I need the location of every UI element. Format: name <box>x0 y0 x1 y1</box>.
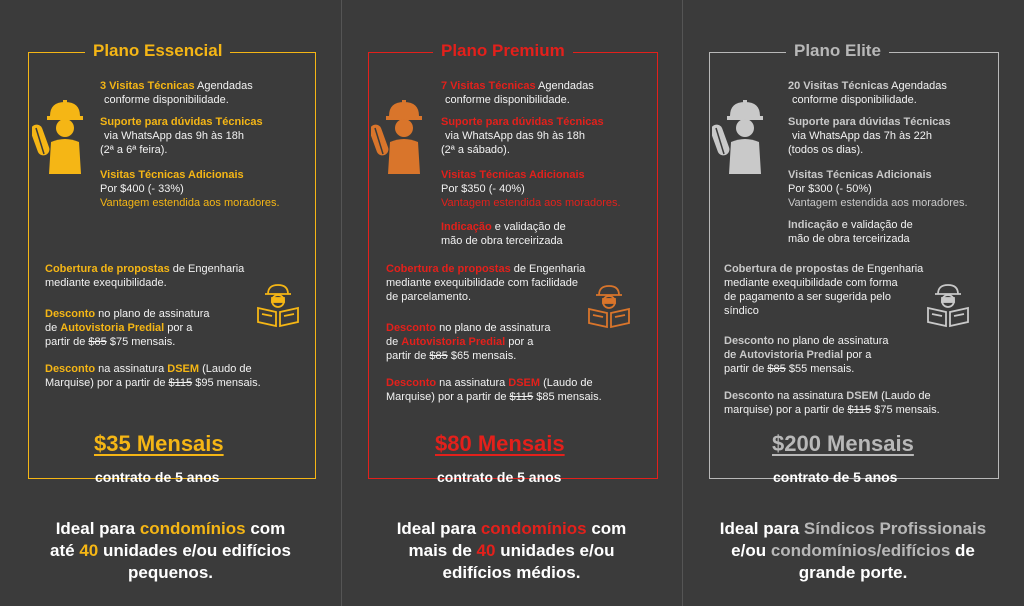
dsem-line2: Marquise) por a partir de $115 $85 mensais. <box>386 391 602 403</box>
visits-line2: conforme disponibilidade. <box>445 94 570 106</box>
support-title: Suporte para dúvidas Técnicas <box>100 116 263 128</box>
visits-line: 3 Visitas Técnicas Agendadas <box>100 80 253 92</box>
discount-line3: partir de $85 $55 mensais. <box>724 363 855 375</box>
support-line1: via WhatsApp das 9h às 18h <box>104 130 245 142</box>
visits-line2: conforme disponibilidade. <box>104 94 229 106</box>
visits-line: 20 Visitas Técnicas Agendadas <box>788 80 947 92</box>
discount-line: Desconto no plano de assinatura <box>724 335 889 347</box>
discount-line: Desconto no plano de assinatura <box>45 308 210 320</box>
plan-title: Plano Essencial <box>85 41 230 61</box>
coverage-line: Cobertura de propostas de Engenharia <box>724 263 924 275</box>
additional-note: Vantagem estendida aos moradores. <box>100 197 280 209</box>
plan-title: Plano Premium <box>433 41 573 61</box>
plan-price: $200 Mensais <box>772 431 914 456</box>
support-line1: via WhatsApp das 7h às 22h <box>792 130 933 142</box>
dsem-line: Desconto na assinatura DSEM (Laudo de <box>386 377 593 389</box>
support-title: Suporte para dúvidas Técnicas <box>441 116 604 128</box>
support-line2: (2ª a 6ª feira). <box>100 144 168 156</box>
support-title: Suporte para dúvidas Técnicas <box>788 116 951 128</box>
plan-elite <box>682 0 1024 606</box>
coverage-line4: síndico <box>724 305 759 317</box>
additional-price: Por $350 (- 40%) <box>441 183 525 195</box>
contract-term: contrato de 5 anos <box>95 469 220 485</box>
dsem-line: Desconto na assinatura DSEM (Laudo de <box>724 390 931 402</box>
coverage-line2: mediante exequibilidade. <box>45 277 167 289</box>
ideal-for: Ideal para condomínios com mais de 40 unidades e/ou edifícios médios. <box>396 519 627 582</box>
additional-price: Por $300 (- 50%) <box>788 183 872 195</box>
dsem-line2: marquise) por a partir de $115 $75 mensais. <box>724 404 940 416</box>
contract-term: contrato de 5 anos <box>437 469 562 485</box>
additional-title: Visitas Técnicas Adicionais <box>788 169 932 181</box>
coverage-line2: mediante exequibilidade com forma <box>724 277 898 289</box>
support-line2: (2ª a sábado). <box>441 144 510 156</box>
additional-title: Visitas Técnicas Adicionais <box>441 169 585 181</box>
dsem-line2: Marquise) por a partir de $115 $95 mensais. <box>45 377 261 389</box>
plan-essencial <box>0 0 341 606</box>
support-line1: via WhatsApp das 9h às 18h <box>445 130 586 142</box>
discount-line3: partir de $85 $75 mensais. <box>45 336 176 348</box>
discount-line3: partir de $85 $65 mensais. <box>386 350 517 362</box>
visits-line2: conforme disponibilidade. <box>792 94 917 106</box>
plan-premium <box>341 0 682 606</box>
additional-note: Vantagem estendida aos moradores. <box>441 197 621 209</box>
engineer-with-blueprint-icon <box>712 98 772 178</box>
coverage-line2: mediante exequibilidade com facilidade <box>386 277 579 289</box>
additional-price: Por $400 (- 33%) <box>100 183 184 195</box>
additional-note: Vantagem estendida aos moradores. <box>788 197 968 209</box>
plan-price: $80 Mensais <box>435 431 565 456</box>
indication-line: Indicação e validação de <box>441 221 566 233</box>
discount-line2: de Autovistoria Predial por a <box>45 322 193 334</box>
visits-line: 7 Visitas Técnicas Agendadas <box>441 80 594 92</box>
indication-line: Indicação e validação de <box>788 219 913 231</box>
dsem-line: Desconto na assinatura DSEM (Laudo de <box>45 363 252 375</box>
coverage-line3: de pagamento a ser sugerida pelo <box>724 291 891 303</box>
engineer-with-blueprint-icon <box>371 98 431 178</box>
plan-title: Plano Elite <box>786 41 889 61</box>
indication-line2: mão de obra terceirizada <box>788 233 910 245</box>
additional-title: Visitas Técnicas Adicionais <box>100 169 244 181</box>
coverage-line3: de parcelamento. <box>386 291 471 303</box>
coverage-line: Cobertura de propostas de Engenharia <box>386 263 586 275</box>
ideal-for: Ideal para condomínios com até 40 unidades e/ou edifícios pequenos. <box>50 519 291 582</box>
engineer-reading-plans-icon <box>922 282 974 328</box>
contract-term: contrato de 5 anos <box>773 469 898 485</box>
plan-price: $35 Mensais <box>94 431 224 456</box>
support-line2: (todos os dias). <box>788 144 864 156</box>
discount-line: Desconto no plano de assinatura <box>386 322 551 334</box>
indication-line2: mão de obra terceirizada <box>441 235 563 247</box>
engineer-reading-plans-icon <box>252 282 304 328</box>
engineer-reading-plans-icon <box>583 283 635 329</box>
discount-line2: de Autovistoria Predial por a <box>724 349 872 361</box>
ideal-for: Ideal para Síndicos Profissionais e/ou condomínios/edifícios de grande porte. <box>719 519 987 582</box>
discount-line2: de Autovistoria Predial por a <box>386 336 534 348</box>
coverage-line: Cobertura de propostas de Engenharia <box>45 263 245 275</box>
engineer-with-blueprint-icon <box>32 98 92 178</box>
